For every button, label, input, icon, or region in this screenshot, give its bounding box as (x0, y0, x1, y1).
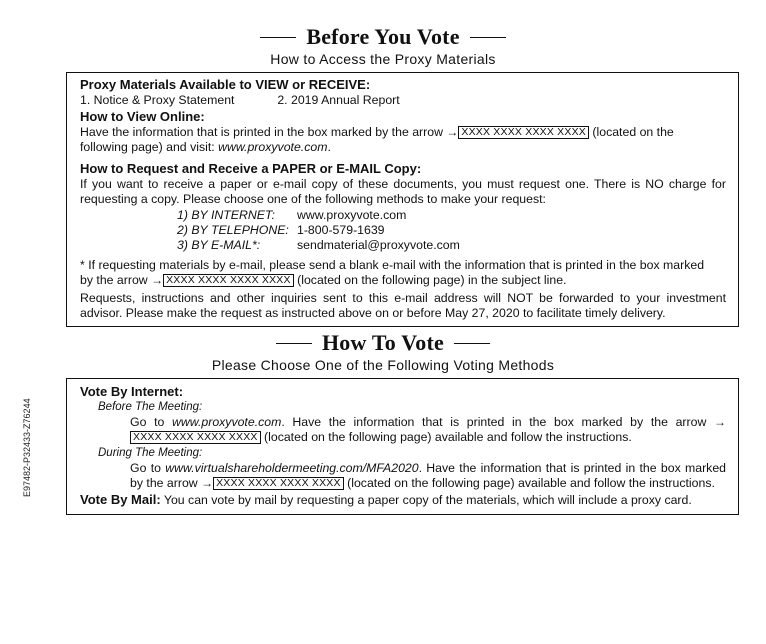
before-subtitle: How to Access the Proxy Materials (270, 51, 496, 67)
vote-mail-text: You can vote by mail by requesting a paper copy of the materials, which will include a proxy card. (163, 493, 692, 507)
online-text-located: (located on the (592, 125, 674, 139)
during-meeting-label: During The Meeting: (98, 447, 203, 459)
method-telephone-label: 2) BY TELEPHONE: (177, 223, 289, 237)
material-notice: 1. Notice & Proxy Statement (80, 93, 235, 107)
paper-copy-heading: How to Request and Receive a PAPER or E-MAIL Copy: (80, 161, 422, 176)
materials-heading: Proxy Materials Available to VIEW or RECEIVE: (80, 77, 371, 92)
vote-internet-heading: Vote By Internet: (80, 384, 184, 399)
document-id-code: E97482-P32433-Z76244 (22, 398, 32, 497)
method-internet-value[interactable]: www.proxyvote.com (297, 208, 407, 222)
title-rule-left (260, 37, 296, 38)
how-subtitle: Please Choose One of the Following Voting Methods (211, 357, 555, 373)
how-to-vote-header (0, 330, 766, 373)
during-follow-text: (located on the following page) available and follow the instructions. (347, 476, 715, 490)
during-meeting-text (80, 461, 726, 491)
materials-list (80, 93, 726, 108)
online-period: . (327, 140, 331, 154)
email-note-by-arrow: by the arrow (80, 273, 148, 287)
view-online-heading: How to View Online: (80, 109, 205, 124)
before-info-text: . Have the information that is printed in the box marked by the arrow (281, 415, 707, 429)
before-you-vote-header (0, 24, 766, 67)
before-title-text: Before You Vote (306, 24, 460, 49)
how-title-text: How To Vote (321, 330, 445, 355)
paper-copy-text: If you want to receive a paper or e-mail copy of these documents, you must request one. There is NO charge for requesting a copy. Please choose one of the following methods to make your request: (80, 177, 726, 206)
email-note-line-2 (80, 273, 726, 288)
view-online-line-2 (80, 140, 726, 155)
virtual-meeting-link[interactable]: www.virtualshareholdermeeting.com/MFA2020 (165, 461, 419, 475)
voting-methods-box (66, 378, 739, 515)
control-number-box: XXXX XXXX XXXX XXXX (213, 477, 344, 490)
method-telephone-value[interactable]: 1-800-579-1639 (297, 223, 385, 237)
proxyvote-link[interactable]: www.proxyvote.com (172, 415, 282, 429)
during-go-to: Go to (130, 461, 161, 475)
arrow-icon: → (151, 273, 164, 287)
before-go-to: Go to (130, 415, 165, 429)
online-text: Have the information that is printed in the box marked by the arrow (80, 125, 443, 139)
before-follow-text: (located on the following page) available and follow the instructions. (264, 430, 632, 444)
material-annual-report: 2. 2019 Annual Report (277, 93, 400, 107)
method-telephone (177, 223, 726, 238)
arrow-icon: → (714, 415, 727, 429)
during-info-text: . Have the information that is printed in the box marked (418, 461, 727, 475)
before-meeting-label: Before The Meeting: (98, 401, 203, 413)
requests-text: Requests, instructions and other inquiries sent to this e-mail address will NOT be forwarded to your investment advisor. Please make the request as instructed above on or before May 27, 2020 to facilitate timely delivery. (80, 291, 726, 320)
title-rule-right (454, 343, 490, 344)
title-rule-left (276, 343, 312, 344)
arrow-icon: → (446, 125, 459, 139)
before-you-vote-title (260, 24, 505, 50)
method-internet (177, 208, 726, 223)
email-note-line-1: * If requesting materials by e-mail, please send a blank e-mail with the information that is printed in the box marked (80, 258, 705, 272)
method-internet-label: 1) BY INTERNET: (177, 208, 275, 222)
vote-mail-line (80, 492, 726, 508)
control-number-box: XXXX XXXX XXXX XXXX (458, 126, 589, 139)
before-meeting-text (80, 415, 726, 445)
vote-mail-heading: Vote By Mail: (80, 492, 161, 507)
proxy-materials-box (66, 72, 739, 327)
control-number-box: XXXX XXXX XXXX XXXX (130, 431, 261, 444)
request-methods (177, 208, 726, 253)
method-email (177, 238, 726, 253)
proxyvote-link[interactable]: www.proxyvote.com (218, 140, 328, 154)
view-online-line-1 (80, 125, 726, 140)
during-by-arrow: by the arrow (130, 476, 198, 490)
email-note-subject: (located on the following page) in the subject line. (297, 273, 567, 287)
online-text-visit: following page) and visit: (80, 140, 215, 154)
control-number-box: XXXX XXXX XXXX XXXX (163, 274, 294, 287)
method-email-label: 3) BY E-MAIL*: (177, 238, 261, 252)
method-email-value[interactable]: sendmaterial@proxyvote.com (297, 238, 460, 252)
how-to-vote-title (276, 330, 490, 356)
title-rule-right (470, 37, 506, 38)
arrow-icon: → (201, 476, 214, 490)
